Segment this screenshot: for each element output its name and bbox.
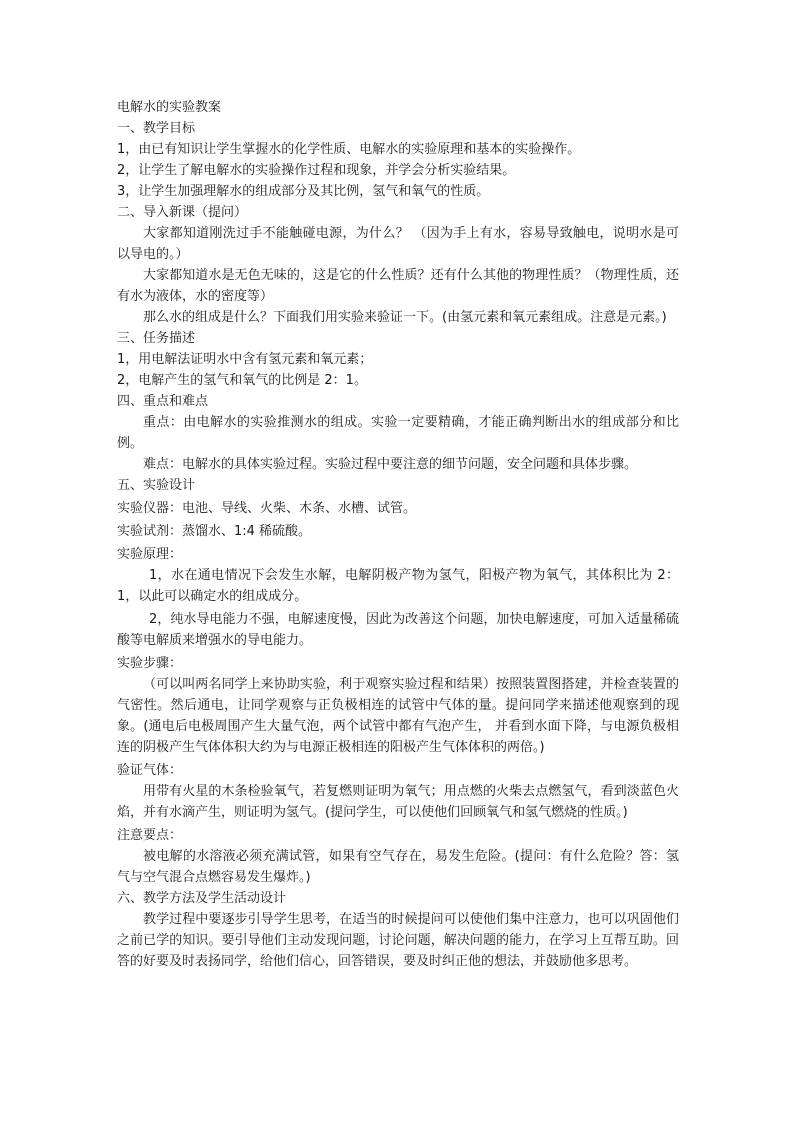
document-page <box>117 97 679 972</box>
key-point-paragraph: 重点：由电解水的实验推测水的组成。实验一定要精确，才能正确判断出水的组成部分和比例。 <box>117 415 679 451</box>
intro-paragraph: 大家都知道刚洗过手不能触碰电源，为什么？ （因为手上有水，容易导致触电，说明水是可以导电的。） <box>117 226 679 262</box>
intro-paragraph: 那么水的组成是什么？下面我们用实验来验证一下。(由氢元素和氧元素组成。注意是元素。) <box>143 310 667 325</box>
reagents-line: 实验试剂：蒸馏水、1:4 稀硫酸。 <box>117 524 312 539</box>
teaching-method-paragraph: 教学过程中要逐步引导学生思考，在适当的时候提问可以使他们集中注意力，也可以巩固他们之前已学的知识。要引导他们主动发现问题，讨论问题，解决问题的能力，在学习上互帮互助。回答的好要及时表扬同学，给他们信心，回答错误，要及时纠正他的想法，并鼓励他多思考。 <box>117 912 679 969</box>
section-heading-key-points: 四、重点和难点 <box>117 394 209 409</box>
section-heading-objectives: 一、教学目标 <box>117 121 196 136</box>
intro-paragraph: 大家都知道水是无色无味的，这是它的什么性质？还有什么其他的物理性质？（物理性质，还有水为液体，水的密度等） <box>117 268 679 304</box>
objective-item: 2，让学生了解电解水的实验操作过程和现象，并学会分析实验结果。 <box>117 163 516 178</box>
notes-label: 注意要点： <box>117 828 183 843</box>
steps-paragraph: （可以叫两名同学上来协助实验，利于观察实验过程和结果）按照装置图搭建，并检查装置的气密性。然后通电，让同学观察与正负极相连的试管中气体的量。提问同学来描述他观察到的现象。(通电后电极周围产生大量气泡，两个试管中都有气泡产生， 并看到水面下降，与电源负极相连的阴极产生气体体积大约为与电源正极相连的阳极产生气体体积的两倍。) <box>117 677 679 755</box>
steps-label: 实验步骤： <box>117 656 183 671</box>
objective-item: 1，由已有知识让学生掌握水的化学性质、电解水的实验原理和基本的实验操作。 <box>117 142 581 157</box>
principle-label: 实验原理： <box>117 547 183 562</box>
principle-paragraph: 2，纯水导电能力不强，电解速度慢，因此为改善这个问题，加快电解速度，可加入适量稀硫酸等电解质来增强水的导电能力。 <box>117 612 679 648</box>
section-heading-intro: 二、导入新课（提问） <box>117 205 248 220</box>
instruments-line: 实验仪器：电池、导线、火柴、木条、水槽、试管。 <box>117 501 417 516</box>
objective-item: 3，让学生加强理解水的组成部分及其比例，氢气和氧气的性质。 <box>117 184 490 199</box>
section-heading-tasks: 三、任务描述 <box>117 331 196 346</box>
verify-paragraph: 用带有火星的木条检验氧气，若复燃则证明为氧气；用点燃的火柴去点燃氢气，看到淡蓝色火焰，并有水滴产生，则证明为氢气。(提问学生，可以使他们回顾氧气和氢气燃烧的性质。) <box>117 784 679 820</box>
task-item: 2，电解产生的氢气和氧气的比例是 2：1。 <box>117 373 367 388</box>
difficulty-paragraph: 难点：电解水的具体实验过程。实验过程中要注意的细节问题，安全问题和具体步骤。 <box>143 457 638 472</box>
principle-paragraph: 1，水在通电情况下会发生水解，电解阴极产物为氢气，阳极产物为氧气，其体积比为 2：1，以此可以确定水的组成成分。 <box>117 568 679 604</box>
section-heading-teaching-method: 六、教学方法及学生活动设计 <box>117 891 287 906</box>
verify-label: 验证气体： <box>117 763 183 778</box>
task-item: 1，用电解法证明水中含有氢元素和氧元素； <box>117 352 373 367</box>
section-heading-experiment-design: 五、实验设计 <box>117 478 196 493</box>
document-title: 电解水的实验教案 <box>117 100 222 115</box>
notes-paragraph: 被电解的水溶液必须充满试管，如果有空气存在，易发生危险。(提问：有什么危险？答：氢气与空气混合点燃容易发生爆炸。) <box>117 849 679 885</box>
